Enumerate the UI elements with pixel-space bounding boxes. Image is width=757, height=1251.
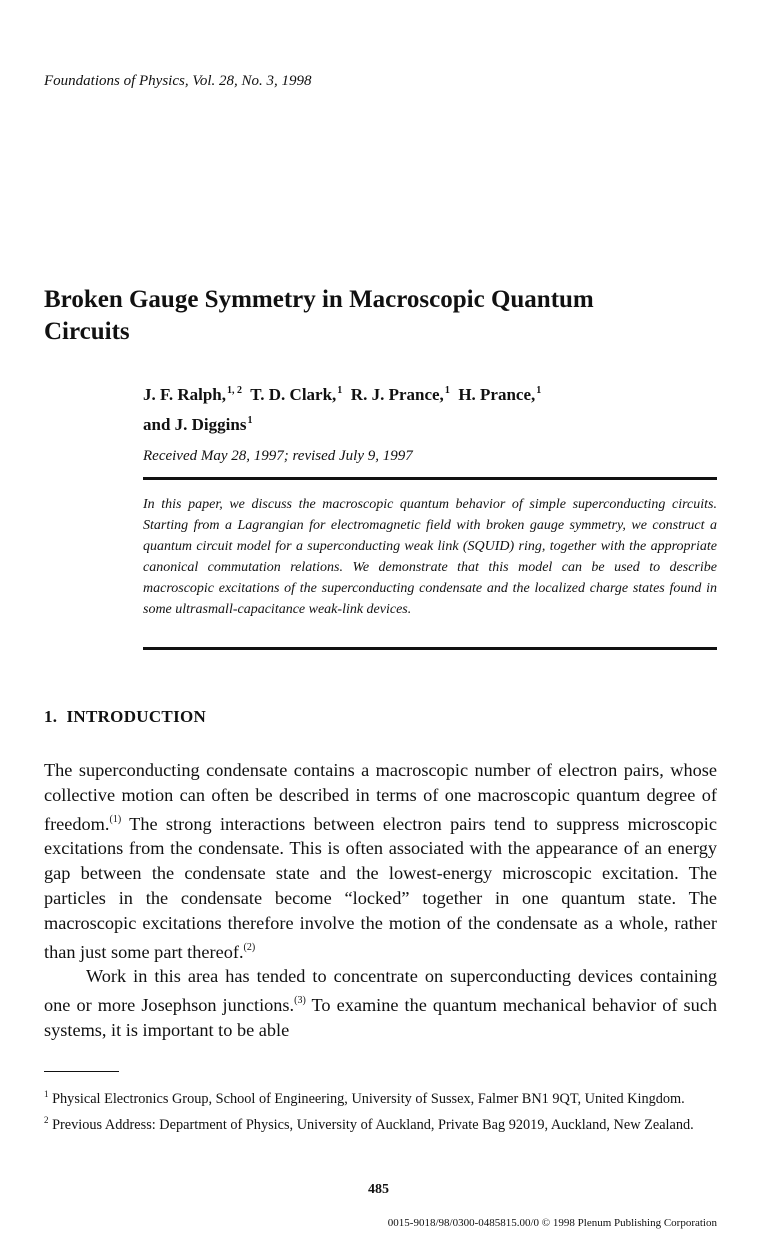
body-text — [44, 758, 717, 1043]
footnote-mark: 1 — [44, 1089, 49, 1099]
footnote-text: Physical Electronics Group, School of Engineering, University of Sussex, Falmer BN1 9QT, United Kingdom. — [52, 1091, 685, 1107]
abstract: In this paper, we discuss the macroscopic quantum behavior of simple superconducting circuits. Starting from a Lagrangian for electromagnetic field with broken gauge symmetry, we construct a quantum circuit model for a superconducting weak link (SQUID) ring, together with the appropriate canonical commutation relations. We demonstrate that this model can be used to describe macroscopic excitations of the superconducting condensate and the localized charge states found in some ultrasmall-capacitance weak-link devices. — [143, 497, 717, 617]
abstract-top-rule — [143, 477, 717, 480]
citation-mark: (2) — [243, 941, 256, 953]
footnotes — [44, 1084, 717, 1136]
author-affiliation-mark: 1 — [536, 385, 542, 396]
section-heading — [44, 707, 206, 727]
copyright-line: 0015-9018/98/0300-0485815.00/0 © 1998 Plenum Publishing Corporation — [387, 1217, 717, 1229]
author-name: T. D. Clark, — [250, 385, 337, 404]
page-number: 485 — [368, 1182, 389, 1197]
abstract-bottom-rule — [143, 647, 717, 650]
footnote-text: Previous Address: Department of Physics, University of Auckland, Private Bag 92019, Auckland, New Zealand. — [52, 1117, 694, 1133]
author-name: J. F. Ralph, — [143, 385, 226, 404]
text-segment: To examine the quantum mechanical behavior of such systems, it is important to be able — [44, 995, 717, 1040]
paragraph — [44, 964, 717, 1042]
footnote-rule — [44, 1071, 119, 1072]
text-segment: The strong interactions between electron pairs tend to suppress microscopic excitations from the condensate. This is often associated with the appearance of an energy gap between the condensate state and the lowest-energy microscopic excitation. The particles in the condensate become “locked” together in one quantum state. The macroscopic excitations therefore involve the motion of the condensate as a whole, rather than just some part thereof. — [44, 813, 717, 962]
citation-mark: (3) — [294, 995, 306, 1007]
author-list — [143, 378, 723, 438]
author-name: R. J. Prance, — [350, 385, 444, 404]
paragraph — [44, 758, 717, 964]
section-number: 1. — [44, 707, 58, 726]
footnote — [44, 1084, 717, 1110]
author-name: and J. Diggins — [143, 415, 247, 434]
citation-mark: (1) — [109, 813, 122, 825]
author-affiliation-mark: 1 — [337, 385, 343, 396]
footnote-mark: 2 — [44, 1115, 49, 1125]
text-segment: The superconducting condensate contains a macroscopic number of electron pairs, whose collective motion can often be described in terms of one macroscopic quantum degree of freedom. — [44, 760, 717, 834]
author-name: H. Prance, — [458, 385, 536, 404]
author-affiliation-mark: 1 — [247, 415, 253, 426]
author-affiliation-mark: 1 — [444, 385, 450, 396]
footnote — [44, 1110, 717, 1136]
paper-title: Broken Gauge Symmetry in Macroscopic Quantum Circuits — [44, 286, 594, 345]
author-affiliation-mark: 1, 2 — [226, 385, 242, 396]
journal-citation: Foundations of Physics, Vol. 28, No. 3, 1998 — [44, 73, 312, 89]
section-title: INTRODUCTION — [66, 707, 207, 726]
text-segment: Work in this area has tended to concentrate on superconducting devices containing one or more Josephson junctions. — [44, 966, 717, 1016]
received-dates: Received May 28, 1997; revised July 9, 1997 — [143, 448, 413, 464]
